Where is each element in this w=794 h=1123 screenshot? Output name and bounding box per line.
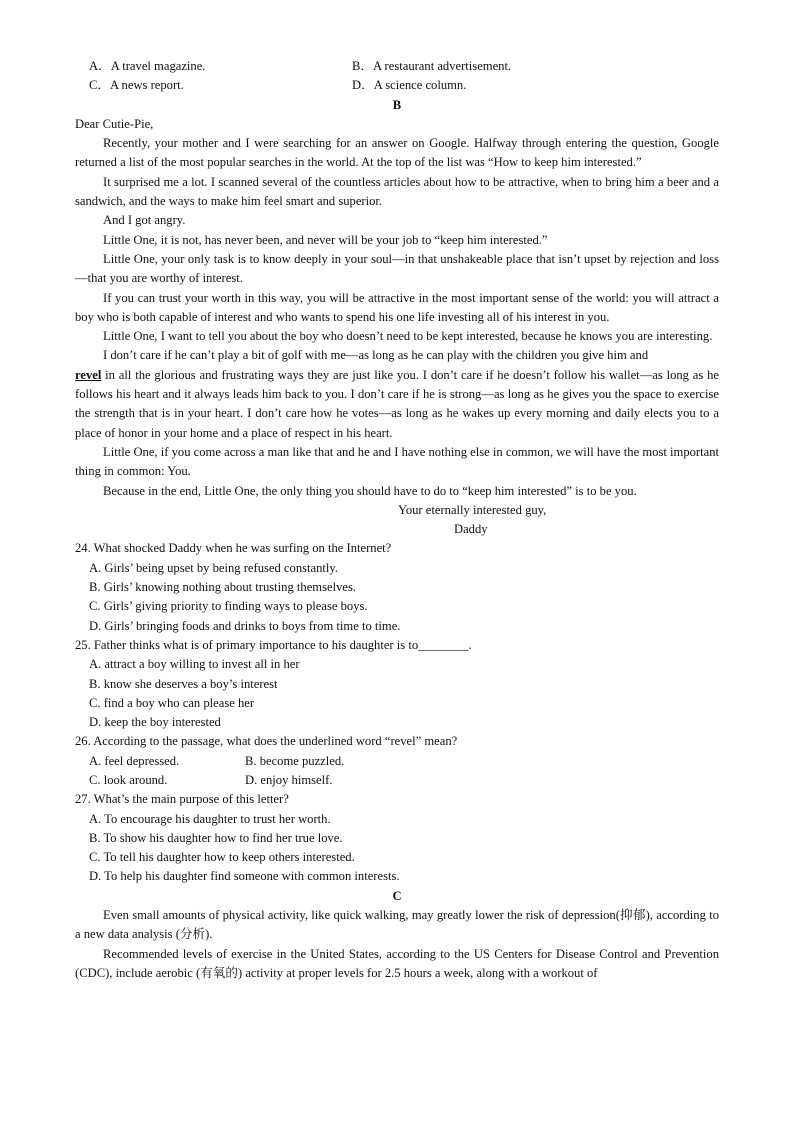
question-24-option-d: D. Girls’ bringing foods and drinks to boys from time to time.	[89, 618, 401, 633]
letter-paragraph-1: Recently, your mother and I were searching for an answer on Google. Halfway through entering the question, Google returned a list of the most popular searches in the world. At the top of the list was “How to keep him interested.”	[75, 136, 719, 170]
letter-paragraph-9: Little One, if you come across a man like that and he and I have nothing else in common, we will have the most important thing in common: You.	[75, 444, 719, 479]
question-27-option-a: A. To encourage his daughter to trust her worth.	[89, 811, 331, 826]
paragraph-8-start: I don’t care if he can’t play a bit of golf with me—as long as he can play with the children you give him and	[103, 348, 649, 363]
letter-paragraph-4: Little One, it is not, has never been, and never will be your job to “keep him interested.”	[103, 232, 548, 247]
question-26-option-b: B. become puzzled.	[245, 753, 345, 768]
option-d: D．A science column.	[352, 78, 467, 93]
question-26-option-a: A. feel depressed.	[89, 753, 180, 768]
question-26-option-c: C. look around.	[89, 772, 168, 787]
passage-c-paragraph-1: Even small amounts of physical activity, like quick walking, may greatly lower the risk of depression(抑郁), according to a new data analysis (分析).	[75, 908, 719, 942]
paragraph-8-rest: in all the glorious and frustrating ways they are just like you. I don’t care if he doesn’t follow his wallet—as long as he follows his heart and it always leads him back to you. I don’t care if he is strong—as long as he gives you the space to exercise the strength that is in your heart. I don’t care how he votes—as long as he wakes up every morning and daily elects you to a place of honor in your home and a place of respect in his heart.	[75, 367, 719, 440]
passage-c-paragraph-2: Recommended levels of exercise in the United States, according to the US Centers for Disease Control and Prevention (CDC), include aerobic (有氧的) activity at proper levels for 2.5 hours a week, along with a workout of	[75, 946, 719, 980]
question-26-options-row-2	[75, 771, 719, 790]
salutation: Dear Cutie-Pie,	[75, 116, 154, 131]
underlined-word-revel: revel	[75, 367, 102, 382]
question-25-option-c: C. find a boy who can please her	[89, 695, 255, 710]
letter-paragraph-8	[75, 346, 719, 442]
question-24-option-a: A. Girls’ being upset by being refused constantly.	[89, 560, 339, 575]
question-26-options-row-1	[75, 752, 719, 771]
question-24-option-c: C. Girls’ giving priority to finding ways to please boys.	[89, 599, 368, 614]
letter-signature: Daddy	[454, 522, 488, 537]
letter-paragraph-3: And I got angry.	[103, 213, 186, 228]
prev-options-row-2	[75, 76, 719, 95]
question-24: 24. What shocked Daddy when he was surfing on the Internet?	[75, 541, 392, 556]
option-b: B．A restaurant advertisement.	[352, 59, 512, 73]
prev-options-row-1	[75, 57, 719, 76]
exam-page	[75, 57, 719, 983]
letter-paragraph-6: If you can trust your worth in this way, you will be attractive in the most important sense of the world: you will attract a boy who is both capable of interest and who wants to spend his one life investing all of his interest in you.	[75, 290, 719, 324]
option-c: C．A news report.	[89, 78, 184, 93]
question-25-option-a: A. attract a boy willing to invest all in her	[89, 657, 300, 672]
question-25-option-b: B. know she deserves a boy’s interest	[89, 676, 278, 691]
question-26: 26. According to the passage, what does the underlined word “revel” mean?	[75, 734, 458, 749]
section-b-heading: B	[392, 97, 402, 112]
question-26-option-d: D. enjoy himself.	[245, 772, 333, 787]
question-25-option-d: D. keep the boy interested	[89, 715, 221, 730]
question-27-option-c: C. To tell his daughter how to keep others interested.	[89, 850, 355, 865]
question-27-option-b: B. To show his daughter how to find her true love.	[89, 830, 343, 845]
letter-paragraph-5: Little One, your only task is to know deeply in your soul—in that unshakeable place that isn’t upset by rejection and loss—that you are worthy of interest.	[75, 251, 719, 286]
letter-closing: Your eternally interested guy,	[398, 502, 547, 517]
question-27-option-d: D. To help his daughter find someone with common interests.	[89, 869, 400, 884]
letter-paragraph-2: It surprised me a lot. I scanned several of the countless articles about how to be attractive, when to bring him a beer and a sandwich, and the ways to make him feel smart and superior.	[75, 174, 719, 209]
option-a: A．A travel magazine.	[89, 59, 206, 73]
letter-paragraph-7: Little One, I want to tell you about the boy who doesn’t need to be kept interested, because he knows you are interesting.	[103, 329, 713, 344]
question-24-option-b: B. Girls’ knowing nothing about trusting themselves.	[89, 580, 357, 595]
letter-paragraph-10: Because in the end, Little One, the only thing you should have to do to “keep him interested” is to be you.	[103, 483, 637, 498]
question-27: 27. What’s the main purpose of this letter?	[75, 792, 289, 807]
section-c-heading: C	[392, 888, 402, 903]
question-25: 25. Father thinks what is of primary importance to his daughter is to________.	[75, 637, 472, 652]
